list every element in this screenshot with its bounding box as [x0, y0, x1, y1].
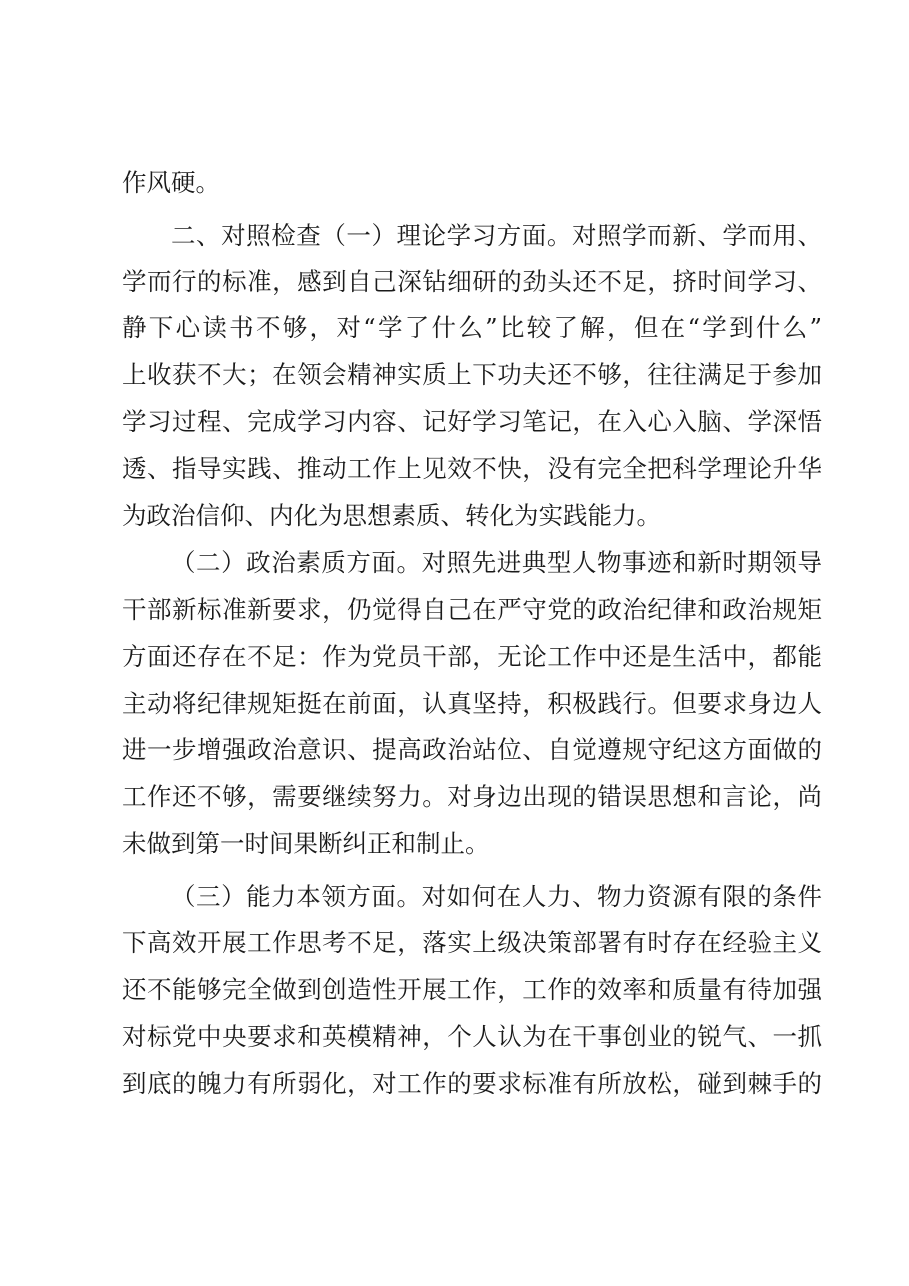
paragraph-line: 静下心读书不够，对“学了什么”比较了解，但在“学到什么” — [122, 313, 822, 342]
paragraph-line: 对标党中央要求和英模精神，个人认为在干事创业的锐气、一抓 — [122, 1022, 822, 1051]
paragraph-line: （二）政治素质方面。对照先进典型人物事迹和新时期领导 — [171, 548, 822, 577]
paragraph-line: 还不能够完全做到创造性开展工作，工作的效率和质量有待加强 — [122, 975, 822, 1004]
paragraph-line: 进一步增强政治意识、提高政治站位、自觉遵规守纪这方面做的 — [122, 735, 822, 764]
paragraph-line: 主动将纪律规矩挺在前面，认真坚持，积极践行。但要求身边人 — [122, 689, 822, 718]
paragraph-line: 学习过程、完成学习内容、记好学习笔记，在入心入脑、学深悟 — [122, 407, 822, 436]
paragraph-line: 下高效开展工作思考不足，落实上级决策部署有时存在经验主义 — [122, 928, 822, 957]
paragraph-line: 为政治信仰、内化为思想素质、转化为实践能力。 — [122, 501, 661, 530]
paragraph-line: （三）能力本领方面。对如何在人力、物力资源有限的条件 — [171, 882, 822, 911]
paragraph-line: 作风硬。 — [122, 168, 220, 197]
paragraph-line: 未做到第一时间果断纠正和制止。 — [122, 829, 490, 858]
paragraph-line: 上收获不大；在领会精神实质上下功夫还不够，往往满足于参加 — [122, 360, 822, 389]
paragraph-line: 干部新标准新要求，仍觉得自己在严守党的政治纪律和政治规矩 — [122, 595, 822, 624]
paragraph-line: 透、指导实践、推动工作上见效不快，没有完全把科学理论升华 — [122, 454, 822, 483]
paragraph-line: 学而行的标准，感到自己深钻细研的劲头还不足，挤时间学习、 — [122, 267, 822, 296]
paragraph-line: 到底的魄力有所弱化，对工作的要求标准有所放松，碰到棘手的 — [122, 1069, 822, 1098]
paragraph-line: 工作还不够，需要继续努力。对身边出现的错误思想和言论，尚 — [122, 782, 822, 811]
paragraph-line: 二、对照检查（一）理论学习方面。对照学而新、学而用、 — [171, 221, 822, 250]
paragraph-line: 方面还存在不足：作为党员干部，无论工作中还是生活中，都能 — [122, 642, 822, 671]
